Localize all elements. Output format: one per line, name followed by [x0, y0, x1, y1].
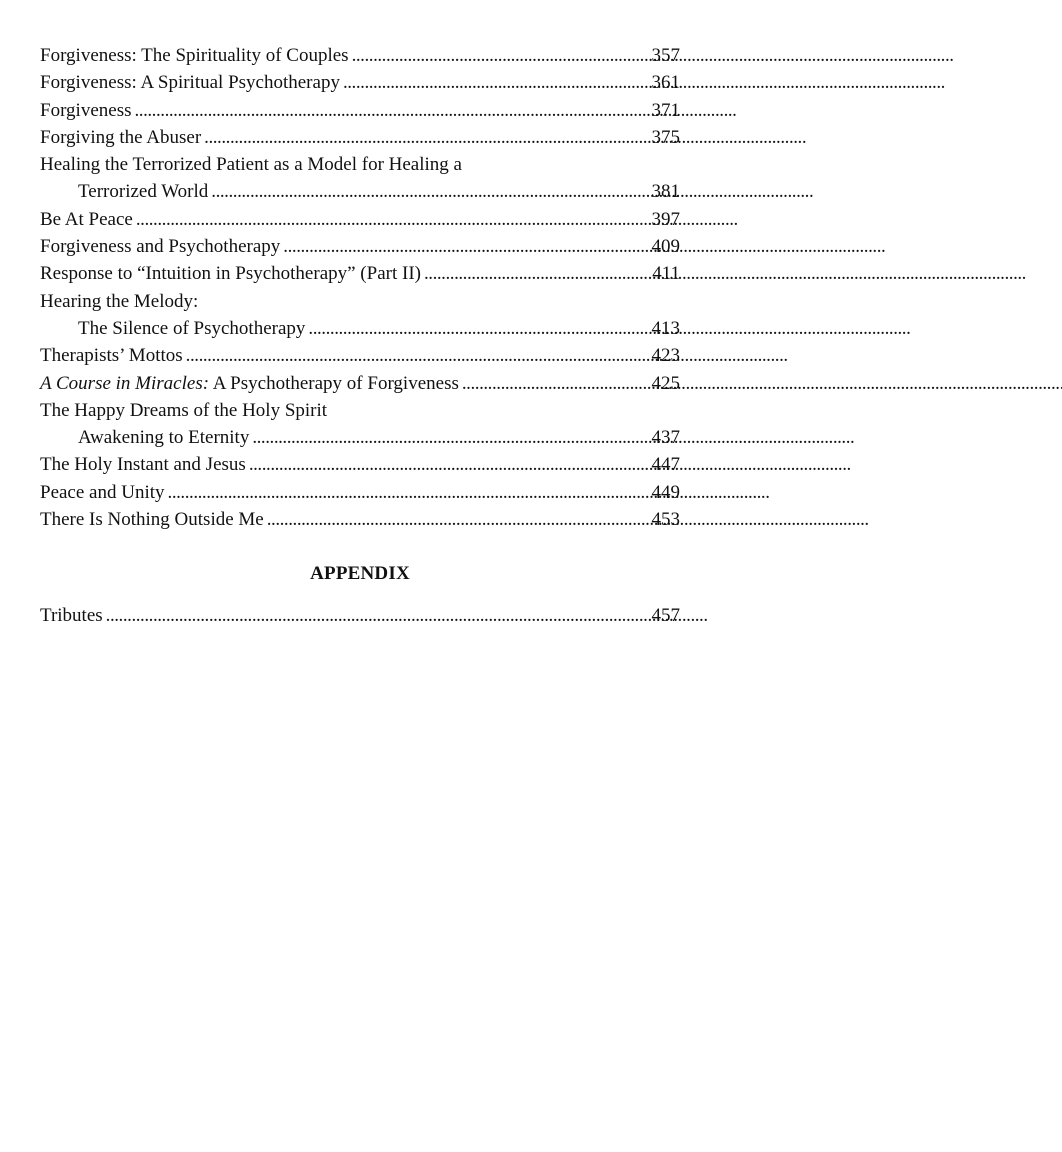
- toc-page-number: 425: [651, 372, 680, 394]
- toc-entry: [40, 124, 680, 151]
- toc-page-number: 361: [651, 72, 680, 94]
- toc-page-number: 357: [651, 45, 680, 66]
- toc-title: Tributes: [40, 605, 103, 627]
- toc-entry: [40, 506, 680, 533]
- toc-line: [40, 342, 680, 369]
- toc-title: There Is Nothing Outside Me: [40, 509, 264, 531]
- toc-title-line-2: Awakening to Eternity: [78, 427, 250, 449]
- toc-title: Forgiving the Abuser: [40, 126, 202, 148]
- dot-leader: [283, 233, 648, 260]
- toc-line: [40, 42, 680, 69]
- toc-entry: [40, 206, 680, 233]
- toc-title: Response to “Intuition in Psychotherapy” (Part II): [40, 263, 421, 285]
- toc-page-number: 375: [651, 126, 680, 148]
- toc-line: [40, 151, 680, 178]
- toc-line: [40, 124, 680, 151]
- toc-title-line-1: Healing the Terrorized Patient as a Model for Healing a: [40, 154, 462, 176]
- toc-entry: [40, 451, 680, 478]
- toc-line-continuation: [40, 178, 680, 205]
- toc-title-italic-part: A Course in Miracles:: [40, 372, 210, 394]
- dot-leader: [352, 42, 649, 69]
- toc-line-continuation: [40, 424, 680, 451]
- toc-page-number: 449: [651, 481, 680, 503]
- dot-leader: [249, 451, 649, 478]
- dot-leader: [424, 260, 649, 287]
- toc-line: [40, 233, 680, 260]
- toc-line: [40, 451, 680, 478]
- toc-entry: [40, 342, 680, 369]
- toc-title: Forgiveness: [40, 99, 132, 121]
- toc-page-number: 381: [651, 181, 680, 203]
- toc-title-line-2: The Silence of Psychotherapy: [78, 317, 306, 339]
- toc-line: [40, 506, 680, 533]
- dot-leader: [168, 479, 649, 506]
- dot-leader: [252, 424, 648, 451]
- toc-page-number: 371: [651, 99, 680, 121]
- toc-title: Peace and Unity: [40, 481, 165, 503]
- dot-leader: [106, 602, 649, 629]
- dot-leader: [308, 315, 648, 342]
- toc-entry: [40, 288, 680, 343]
- toc-title-roman-part: A Psychotherapy of Forgiveness: [209, 372, 459, 394]
- dot-leader: [204, 124, 648, 151]
- toc-title-line-2: Terrorized World: [78, 181, 209, 203]
- toc-title: Forgiveness and Psychotherapy: [40, 236, 281, 258]
- toc-line: [40, 479, 680, 506]
- toc-line: [40, 206, 680, 233]
- toc-line: [40, 288, 680, 315]
- toc-page-number: 411: [652, 263, 680, 285]
- toc-list: [40, 42, 680, 533]
- dot-leader: [343, 69, 649, 96]
- toc-title: The Holy Instant and Jesus: [40, 454, 246, 476]
- toc-page-number: 423: [651, 345, 680, 367]
- toc-entry: [40, 370, 680, 397]
- toc-page-number: 457: [651, 605, 680, 627]
- toc-title: [40, 370, 459, 397]
- dot-leader: [211, 178, 648, 205]
- toc-title: Forgiveness: The Spirituality of Couples: [40, 45, 349, 66]
- toc-entry: [40, 42, 680, 69]
- appendix-list: [40, 602, 680, 629]
- toc-line: [40, 602, 680, 629]
- toc-entry: [40, 233, 680, 260]
- toc-entry: [40, 602, 680, 629]
- toc-title-line-1: The Happy Dreams of the Holy Spirit: [40, 399, 328, 421]
- toc-page-number: 413: [651, 317, 680, 339]
- toc-page-number: 453: [651, 509, 680, 531]
- toc-entry: [40, 397, 680, 452]
- toc-line: [40, 97, 680, 124]
- toc-page-number: 447: [651, 454, 680, 476]
- dot-leader: [136, 206, 649, 233]
- toc-title-line-1: Hearing the Melody:: [40, 290, 199, 312]
- toc-entry: [40, 97, 680, 124]
- toc-entry: [40, 69, 680, 96]
- toc-line: [40, 397, 680, 424]
- toc-entry: [40, 260, 680, 287]
- dot-leader: [134, 97, 648, 124]
- toc-line-continuation: [40, 315, 680, 342]
- toc-entry: [40, 151, 680, 206]
- dot-leader: [462, 370, 649, 397]
- toc-entry: [40, 479, 680, 506]
- toc-line: [40, 370, 680, 397]
- toc-line: [40, 69, 680, 96]
- table-of-contents-page: [40, 42, 680, 630]
- toc-line: [40, 260, 680, 287]
- toc-title: Be At Peace: [40, 208, 133, 230]
- toc-page-number: 409: [651, 236, 680, 258]
- toc-title: Therapists’ Mottos: [40, 345, 183, 367]
- dot-leader: [186, 342, 649, 369]
- toc-title: Forgiveness: A Spiritual Psychotherapy: [40, 72, 340, 94]
- toc-page-number: 437: [651, 427, 680, 449]
- appendix-heading: APPENDIX: [310, 563, 410, 585]
- toc-page-number: 397: [651, 208, 680, 230]
- dot-leader: [267, 506, 649, 533]
